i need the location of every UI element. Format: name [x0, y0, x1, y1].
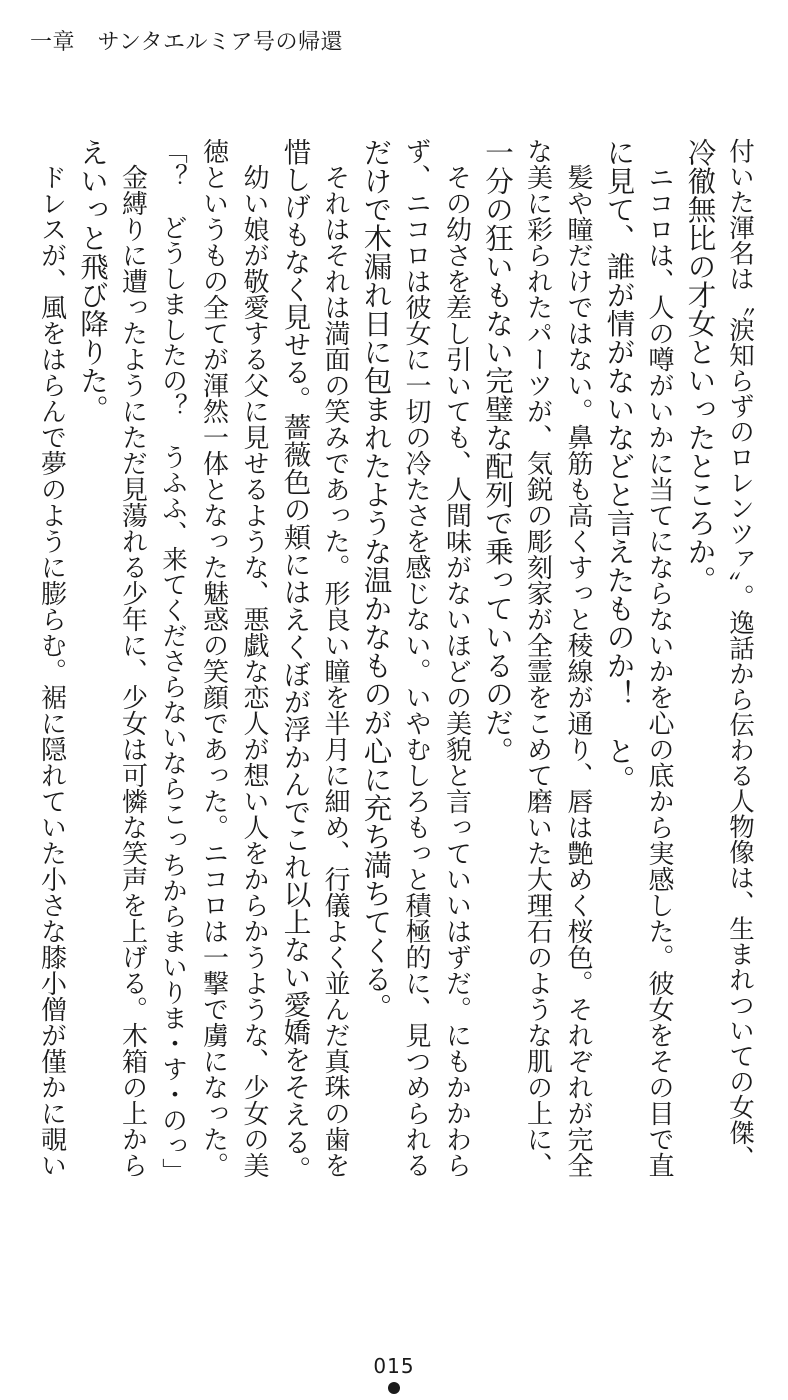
text-line: その幼さを差し引いても、人間味がないほどの美貌と言っていいはずだ。にもかかわら [441, 138, 472, 1178]
text-column [396, 138, 437, 1188]
text-column [234, 138, 275, 1188]
text-line: 惜しげもなく見せる。薔薇色の頬にはえくぼが浮かんでこれ以上ない愛嬌をそえる。 [278, 138, 311, 1183]
page-number: 015 [373, 1354, 415, 1378]
text-line: 冷徹無比の才女といったところか。 [683, 138, 717, 594]
text-line: えいっと飛び降りた。 [76, 138, 109, 423]
text-line: 一分の狂いもない完璧な配列で乗っているのだ。 [481, 138, 514, 765]
page-number-dot [388, 1382, 400, 1394]
text-line: それはそれは満面の笑みであった。形良い瞳を半月に細め、行儀よく並んだ真珠の歯を [320, 138, 350, 1178]
text-column [679, 138, 720, 1188]
text-column [153, 138, 194, 1188]
text-column [558, 138, 599, 1188]
text-line: な美に彩られたパーツが、気鋭の彫刻家が全霊をこめて磨いた大理石のような肌の上に、 [522, 138, 553, 1178]
text-line: 幼い娘が敬愛する父に見せるような、悪戯な恋人が想い人をからかうような、少女の美 [239, 138, 269, 1178]
text-line: 「？ どうしましたの？ うふふ、来てくださらないならこっちからまいりま・す・のっ」 [158, 138, 188, 1184]
text-column [72, 138, 113, 1188]
text-column [274, 138, 315, 1188]
text-column [477, 138, 518, 1188]
text-column [315, 138, 356, 1188]
text-column [193, 138, 234, 1188]
text-line: に見て、誰が情がないなどと言えたものか！ と。 [602, 138, 636, 794]
text-line: ニコロは、人の噂がいかに当てにならないかを心の底から実感した。彼女をその目で直 [644, 138, 674, 1178]
vertical-body-text [30, 138, 760, 1188]
text-line: 髪や瞳だけではない。鼻筋も高くすっと稜線が通り、唇は艶めく桜色。それぞれが完全 [563, 138, 593, 1178]
text-line: 金縛りに遭ったようにただ見蕩れる少年に、少女は可憐な笑声を上げる。木箱の上から [117, 138, 148, 1178]
text-column [517, 138, 558, 1188]
running-header: 一章 サンタエルミア号の帰還 [30, 30, 344, 55]
text-column [720, 138, 761, 1188]
text-column [112, 138, 153, 1188]
text-line: ドレスが、風をはらんで夢のように膨らむ。裾に隠れていた小さな膝小僧が僅かに覗い [36, 138, 67, 1178]
text-column [436, 138, 477, 1188]
text-line: ず、ニコロは彼女に一切の冷たさを感じない。いやむしろもっと積極的に、見つめられる [401, 138, 431, 1178]
text-column [639, 138, 680, 1188]
text-line: だけで木漏れ日に包まれたような温かなものが心に充ち満ちてくる。 [359, 138, 393, 1022]
text-column [598, 138, 639, 1188]
text-column [31, 138, 72, 1188]
text-column [355, 138, 396, 1188]
text-line: 付いた渾名は〝涙知らずのロレンツァ〟。逸話から伝わる人物像は、生まれついての女傑、 [725, 138, 755, 1171]
text-line: 徳というもの全てが渾然一体となった魅惑の笑顔であった。ニコロは一撃で虜になった。 [198, 138, 229, 1178]
